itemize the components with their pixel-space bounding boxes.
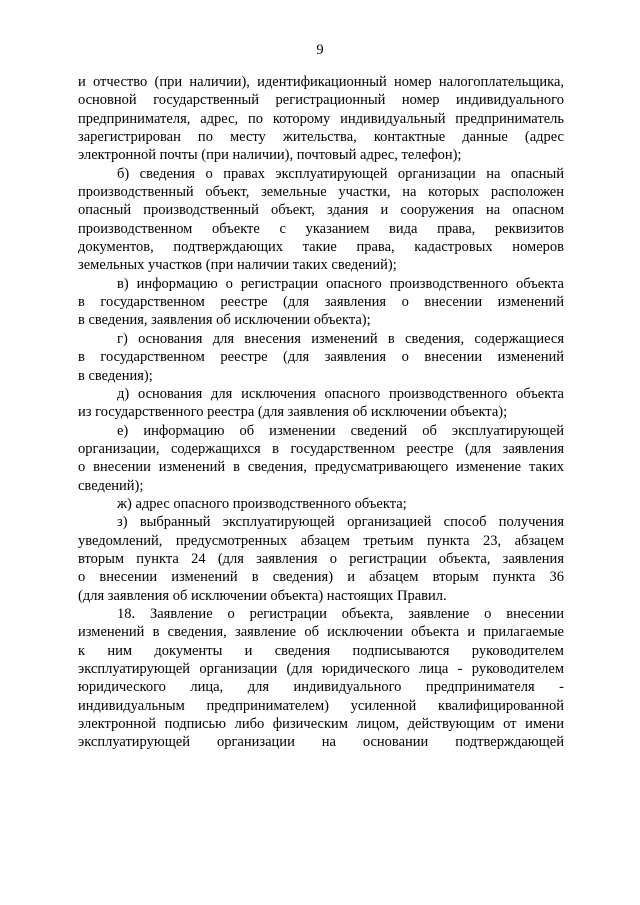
text-line: д) основания для исключения опасного производственного объекта — [117, 385, 564, 402]
text-line: электронной почты (при наличии), почтовый адрес, телефон); — [78, 147, 462, 164]
text-line: б) сведения о правах эксплуатирующей организации на опасный — [117, 165, 564, 182]
text-line: документов, подтверждающих такие права, кадастровых номеров — [78, 239, 564, 256]
text-line: вторым пункта 24 (для заявления о регистрации объекта, заявления — [78, 550, 564, 567]
text-line: в государственном реестре (для заявления о внесении изменений — [78, 349, 564, 366]
text-line: организации, содержащихся в государственном реестре (для заявления — [78, 440, 564, 457]
text-line: в сведения); — [78, 367, 153, 384]
text-line: ж) адрес опасного производственного объекта; — [117, 495, 407, 512]
text-line: сведений); — [78, 477, 144, 494]
text-line: производственном объекте с указанием вида права, реквизитов — [78, 220, 564, 237]
text-line: г) основания для внесения изменений в сведения, содержащиеся — [117, 330, 564, 347]
text-line: уведомлений, предусмотренных абзацем третьим пункта 23, абзацем — [78, 532, 564, 549]
text-line: в) информацию о регистрации опасного производственного объекта — [117, 275, 564, 292]
text-line: электронной подписью либо физическим лицом, действующим от имени — [78, 716, 564, 733]
text-line: (для заявления об исключении объекта) настоящих Правил. — [78, 587, 447, 604]
text-line: 18. Заявление о регистрации объекта, заявление о внесении — [117, 605, 564, 622]
page-number: 9 — [316, 42, 324, 58]
text-line: индивидуальным предпринимателем) усиленной квалифицированной — [78, 697, 564, 714]
text-line: земельных участков (при наличии таких сведений); — [78, 257, 397, 274]
text-line: к ним документы и сведения подписываются руководителем — [78, 642, 564, 659]
text-line: опасный производственный объект, здания и сооружения на опасном — [78, 202, 564, 219]
text-line: в сведения, заявления об исключении объекта); — [78, 312, 371, 329]
text-line: о внесении изменений в сведения) и абзацем вторым пункта 36 — [78, 569, 564, 586]
text-line: основной государственный регистрационный номер индивидуального — [78, 92, 564, 109]
text-line: предпринимателя, адрес, по которому индивидуальный предприниматель — [78, 110, 564, 127]
text-line: изменений в сведения, заявление об исключении объекта и прилагаемые — [78, 624, 564, 641]
text-line: из государственного реестра (для заявления об исключении объекта); — [78, 404, 508, 421]
text-line: зарегистрирован по месту жительства, контактные данные (адрес — [78, 129, 564, 146]
document-body — [78, 73, 564, 752]
text-line: производственный объект, земельные участки, на которых расположен — [78, 184, 564, 201]
text-line: эксплуатирующей организации на основании подтверждающей — [78, 734, 564, 751]
text-line: о внесении изменений в сведения, предусматривающего изменение таких — [78, 459, 564, 476]
text-line: эксплуатирующей организации (для юридического лица - руководителем — [78, 661, 564, 677]
text-line: е) информацию об изменении сведений об эксплуатирующей — [117, 422, 564, 439]
text-line: в государственном реестре (для заявления о внесении изменений — [78, 294, 564, 311]
text-line: и отчество (при наличии), идентификационный номер налогоплательщика, — [78, 74, 564, 90]
text-line: з) выбранный эксплуатирующей организацией способ получения — [117, 514, 564, 531]
text-line: юридического лица, для индивидуального предпринимателя - — [78, 679, 564, 696]
